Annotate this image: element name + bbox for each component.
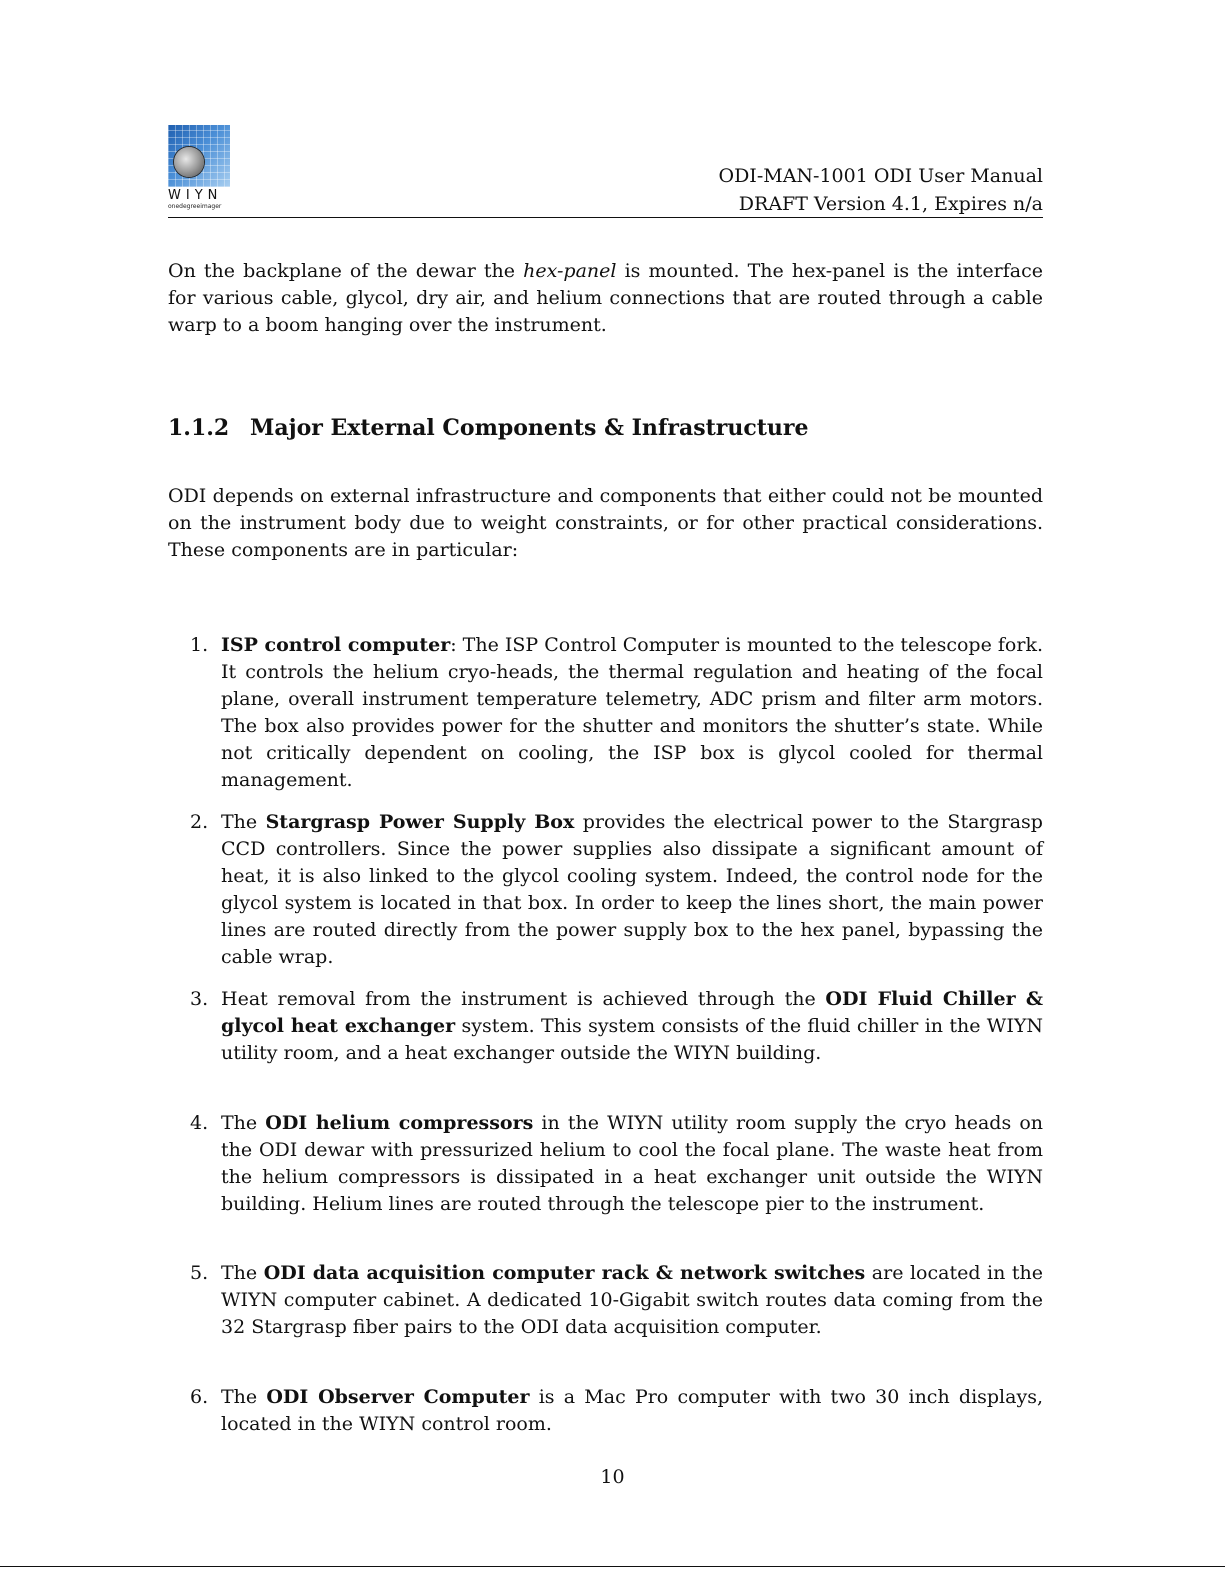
logo-subtext: onedegreeimager [168,203,222,210]
list-item-body [221,986,1043,1067]
intro-italic-term: hex-panel [523,260,617,282]
list-item [190,1260,1043,1341]
list-item [190,1110,1043,1218]
list-item-body [221,632,1043,794]
list-item-text: are located in the WIYN computer cabinet. A dedicated 10-Gigabit switch routes data coming from the 32 Stargrasp fiber pairs to the ODI data acquisition computer. [221,1262,1043,1338]
section-intro-paragraph: ODI depends on external infrastructure and components that either could not be mounted on the instrument body due to weight constraints, or for other practical considerations. These components are in particular: [168,485,1043,561]
list-item-number: 2. [190,811,209,833]
list-item-text: system. This system consists of the fluid chiller in the WIYN utility room, and a heat exchanger outside the WIYN building. [221,1015,1044,1064]
list-item-text: provides the electrical power to the Stargrasp CCD controllers. Since the power supplies also dissipate a significant amount of heat, it is also linked to the glycol cooling system. Indeed, the control node for the glycol system is located in that box. In order to keep the lines short, the main power lines are routed directly from the power supply box to the hex panel, bypassing the cable wrap. [221,811,1043,968]
bottom-divider [0,1566,1225,1567]
list-item-number: 5. [190,1262,209,1284]
header-doc-title: ODI-MAN-1001 ODI User Manual [718,165,1043,187]
list-item-term: ODI data acquisition computer rack & network switches [263,1262,866,1284]
list-item [190,986,1043,1067]
moon-icon [174,147,204,177]
list-item-text: The [221,1262,264,1284]
document-header [719,162,1044,218]
header-doc-version: DRAFT Version 4.1, Expires n/a [738,193,1043,215]
list-item-text: is a Mac Pro computer with two 30 inch displays, located in the WIYN control room. [221,1386,1043,1435]
list-item-number: 4. [190,1112,209,1134]
list-item-term: Stargrasp Power Supply Box [265,811,575,833]
wiyn-logo [168,125,232,213]
list-item-body [221,1384,1043,1438]
list-item-number: 3. [190,988,209,1010]
list-item-text: The [221,1386,267,1408]
list-item-text: in the WIYN utility room supply the cryo heads on the ODI dewar with pressurized helium to cool the focal plane. The waste heat from the helium compressors is dissipated in a heat exchanger unit outside the WIYN building. Helium lines are routed through the telescope pier to the instrument. [221,1112,1043,1215]
list-item-term: ISP control computer [221,634,451,656]
list-item [190,809,1043,971]
header-rule [168,217,1043,218]
list-item-text: The [221,1112,266,1134]
list-item-number: 1. [190,634,209,656]
list-item-term: ODI helium compressors [265,1112,534,1134]
list-item [190,1384,1043,1438]
page-number: 10 [600,1466,625,1488]
intro-text-a: On the backplane of the dewar the [168,260,524,282]
list-item [190,632,1043,794]
list-item-term: ODI Fluid Chiller & glycol heat exchanger [221,988,1044,1037]
section-heading [168,415,809,441]
list-item-body [221,809,1043,971]
list-item-number: 6. [190,1386,209,1408]
list-item-text: : The ISP Control Computer is mounted to the telescope fork. It controls the helium cryo-heads, the thermal regulation and heating of the focal plane, overall instrument temperature telemetry, ADC prism and filter arm motors. The box also provides power for the shutter and monitors the shutter’s state. While not critically dependent on cooling, the ISP box is glycol cooled for thermal management. [221,634,1043,791]
intro-paragraph [168,258,1043,339]
logo-text: WIYN [168,188,223,203]
section-number: 1.1.2 [168,415,230,441]
intro-text-b: is mounted. The hex-panel is the interface for various cable, glycol, dry air, and helium connections that are routed through a cable warp to a boom hanging over the instrument. [168,260,1044,336]
list-item-text: Heat removal from the instrument is achieved through the [221,988,826,1010]
list-item-body [221,1260,1043,1341]
list-item-term: ODI Observer Computer [266,1386,530,1408]
list-item-body [221,1110,1043,1218]
list-item-text: The [221,811,266,833]
section-title: Major External Components & Infrastructure [250,415,809,441]
